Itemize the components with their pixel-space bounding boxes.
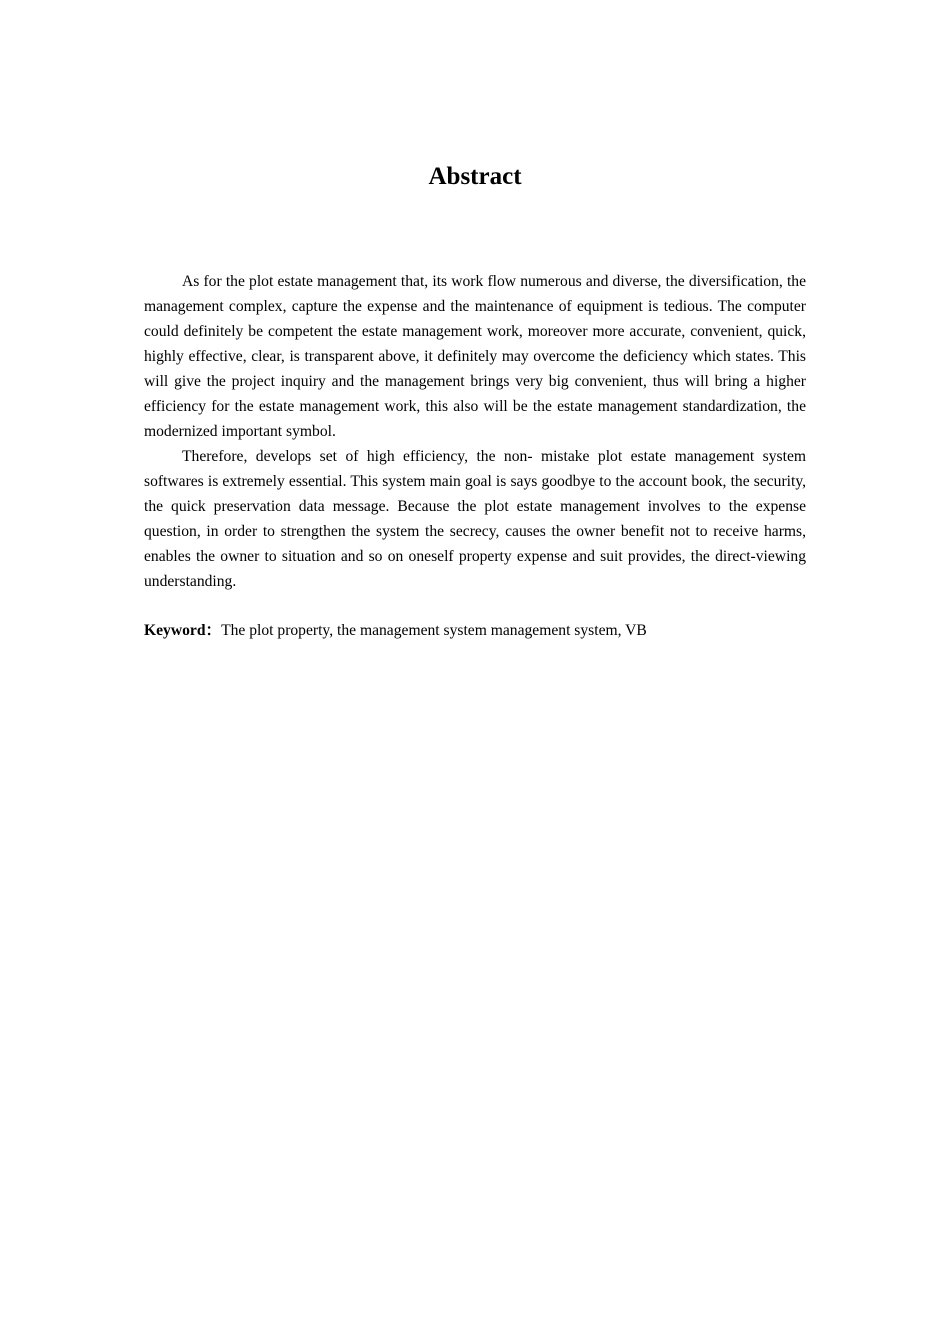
keyword-line [144, 618, 806, 643]
keyword-text: The plot property, the management system management system, VB [221, 622, 647, 639]
keyword-label: Keyword： [144, 622, 222, 639]
abstract-paragraph-1: As for the plot estate management that, its work flow numerous and diverse, the diversification, the management complex, capture the expense and the maintenance of equipment is tedious. The computer could definitely be competent the estate management work, moreover more accurate, convenient, quick, highly effective, clear, is transparent above, it definitely may overcome the deficiency which states. This will give the project inquiry and the management brings very big convenient, thus will bring a higher efficiency for the estate management work, this also will be the estate management standardization, the modernized important symbol. [144, 273, 806, 440]
abstract-body [144, 269, 806, 594]
abstract-title: Abstract [428, 163, 522, 190]
abstract-paragraph-2: Therefore, develops set of high efficiency, the non- mistake plot estate management system softwares is extremely essential. This system main goal is says goodbye to the account book, the security, the quick preservation data message. Because the plot estate management involves to the expense question, in order to strengthen the system the secrecy, causes the owner benefit not to receive harms, enables the owner to situation and so on oneself property expense and suit provides, the direct-viewing understanding. [144, 448, 806, 590]
